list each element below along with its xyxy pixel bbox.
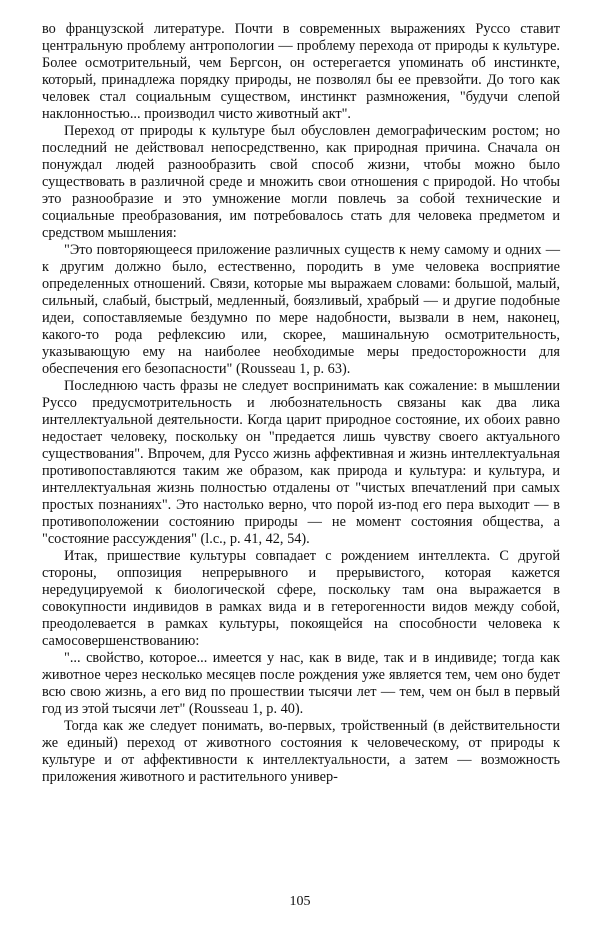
quotation-1: "Это повторяющееся приложение различных существ к нему самому и одних — к другим должно было, естественно, породить в уме человека восприятие определенных отношений. Связи, которые мы выражаем словами: большой, малый, сильный, слабый, быстрый, медленный, боязливый, храбрый — и другие подобные идеи, сопоставляемые бездумно по мере надобности, вызвали в нем, наконец, какого-то рода рефлексию или, скорее, машинальную осмотрительность, указывающую ему на наиболее необходимые меры предосторожности для обеспечения его безопасности" (Rousseau 1, p. 63).: [42, 242, 560, 377]
paragraph-5: Тогда как же следует понимать, во-первых, тройственный (в действительности же единый) переход от животного состояния к человеческому, от природы к культуре и от аффективности к интеллектуальности, а затем — возможность приложения животного и растительного универ-: [42, 718, 560, 785]
paragraph-3: Последнюю часть фразы не следует воспринимать как сожаление: в мышлении Руссо предусмотрительность и любознательность связаны как два лика интеллектуальной деятельности. Когда царит природное состояние, их обоих равно недостает человеку, поскольку он "предается лишь чувству своего актуального существования". Впрочем, для Руссо жизнь аффективная и жизнь интеллектуальная противопоставляются таким же образом, как природа и культура: и культура, и интеллектуальная жизнь полностью отдалены от "чистых впечатлений при самых простых познаниях". Это настолько верно, что порой из-под его пера выходит — в противоположении состоянию природы — не момент состояния общества, а "состояние рассуждения" (l.c., p. 41, 42, 54).: [42, 378, 560, 547]
page-number: 105: [289, 894, 311, 909]
paragraph-2: Переход от природы к культуре был обусловлен демографическим ростом; но последний не действовал непосредственно, как природная причина. Сначала он понуждал людей разнообразить свой способ жизни, чтобы можно было существовать в различной среде и множить свои отношения с природой. Но чтобы это разнообразие и это умножение могли повлечь за собой технические и социальные преобразования, им потребовалось стать для человека предметом и средством мышления:: [42, 123, 560, 241]
paragraph-1: во французской литературе. Почти в современных выражениях Руссо ставит центральную проблему антропологии — проблему перехода от природы к культуре. Более осмотрительный, чем Бергсон, он остерегается упоминать об инстинкте, который, принадлежа порядку природы, не позволял бы ее превзойти. До того как человек стал социальным существом, инстинкт размножения, "будучи слепой наклонностью... производил чисто животный акт".: [42, 21, 560, 122]
quotation-2: "... свойство, которое... имеется у нас, как в виде, так и в индивиде; тогда как животное через несколько месяцев после рождения уже является тем, чем оно будет всю свою жизнь, а его вид по прошествии тысячи лет — тем, чем он был в первый год из этой тысячи лет" (Rousseau 1, p. 40).: [42, 650, 560, 717]
paragraph-4: Итак, пришествие культуры совпадает с рождением интеллекта. С другой стороны, оппозиция непрерывного и прерывистого, которая кажется нередуцируемой к биологической сфере, поскольку там она выражается в совокупности индивидов в рамках вида и в гетерогенности видов между собой, преодолевается в рамках культуры, покоящейся на способности человека к самосовершенствованию:: [42, 548, 560, 649]
